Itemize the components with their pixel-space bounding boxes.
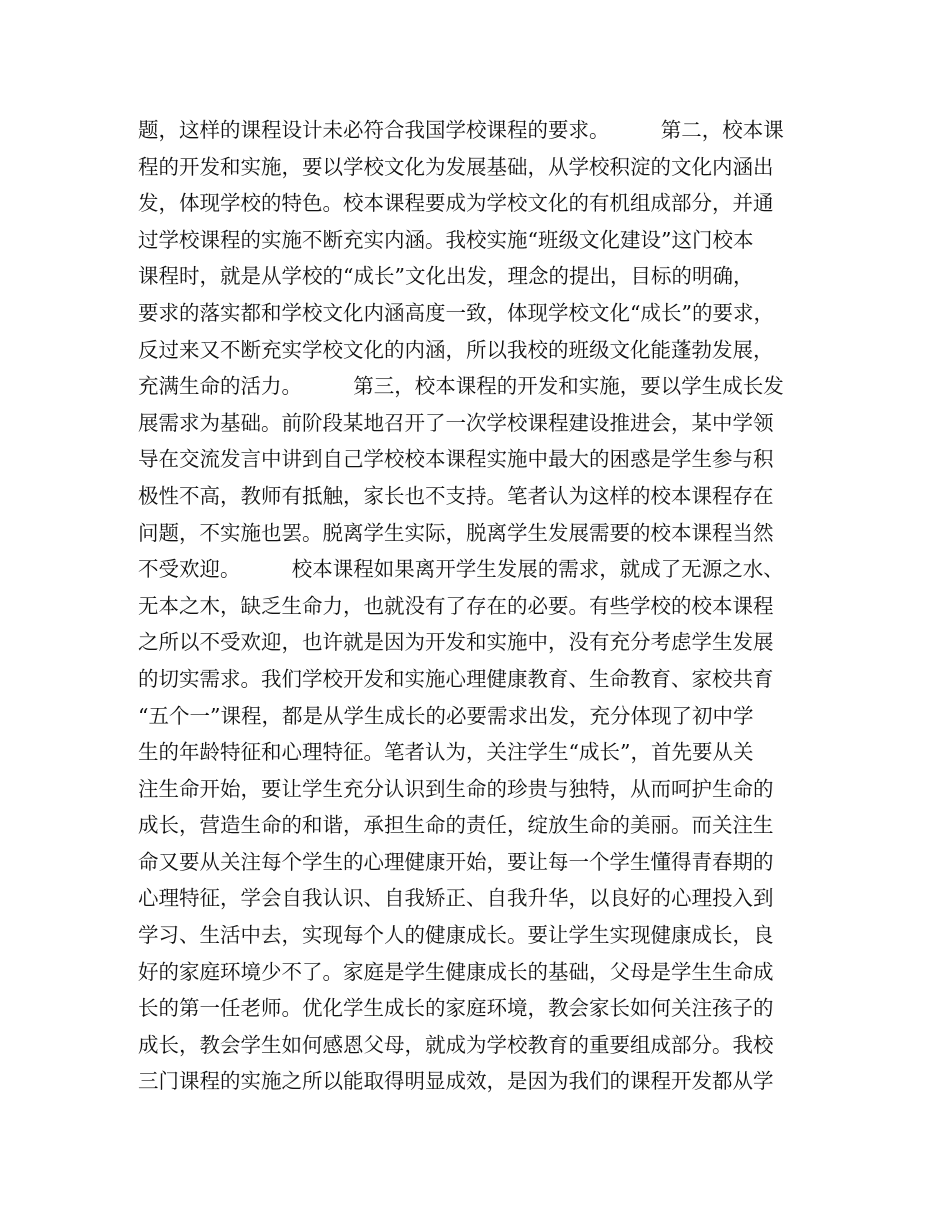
text-line: 成长，营造生命的和谐，承担生命的责任，绽放生命的美丽。而关注生 (138, 813, 774, 838)
text-line: 心理特征，学会自我认识、自我矫正、自我升华，以良好的心理投入到 (138, 886, 774, 911)
text-line: 要求的落实都和学校文化内涵高度一致，体现学校文化“成长”的要求， (138, 300, 774, 325)
text-line: 命又要从关注每个学生的心理健康开始，要让每一个学生懂得青春期的 (138, 849, 774, 874)
text-line: 不受欢迎。 校本课程如果离开学生发展的需求，就成了无源之水、 (138, 557, 784, 582)
text-line: 生的年龄特征和心理特征。笔者认为，关注学生“成长”，首先要从关 (138, 740, 754, 765)
text-line: 反过来又不断充实学校文化的内涵，所以我校的班级文化能蓬勃发展， (138, 337, 774, 362)
text-line: 极性不高，教师有抵触，家长也不支持。笔者认为这样的校本课程存在 (138, 483, 774, 508)
text-line: 导在交流发言中讲到自己学校校本课程实施中最大的困惑是学生参与积 (138, 447, 774, 472)
text-line: 长的第一任老师。优化学生成长的家庭环境，教会家长如何关注孩子的 (138, 996, 774, 1021)
text-line: 程的开发和实施，要以学校文化为发展基础，从学校积淀的文化内涵出 (138, 154, 774, 179)
text-line: 充满生命的活力。 第三，校本课程的开发和实施，要以学生成长发 (138, 374, 784, 399)
text-line: 三门课程的实施之所以能取得明显成效，是因为我们的课程开发都从学 (138, 1069, 774, 1094)
text-line: 问题，不实施也罢。脱离学生实际，脱离学生发展需要的校本课程当然 (138, 520, 774, 545)
text-line: 展需求为基础。前阶段某地召开了一次学校课程建设推进会，某中学领 (138, 410, 774, 435)
body-text (138, 112, 828, 1100)
text-line: 课程时，就是从学校的“成长”文化出发，理念的提出，目标的明确， (138, 264, 754, 289)
text-line: 发，体现学校的特色。校本课程要成为学校文化的有机组成部分，并通 (138, 191, 774, 216)
text-line: 题，这样的课程设计未必符合我国学校课程的要求。 第二，校本课 (138, 118, 784, 142)
text-line: 好的家庭环境少不了。家庭是学生健康成长的基础，父母是学生生命成 (138, 959, 774, 984)
text-line: 过学校课程的实施不断充实内涵。我校实施“班级文化建设”这门校本 (138, 227, 754, 252)
text-line: 无本之木，缺乏生命力，也就没有了存在的必要。有些学校的校本课程 (138, 593, 774, 618)
text-line: 注生命开始，要让学生充分认识到生命的珍贵与独特，从而呵护生命的 (138, 776, 774, 801)
text-line: 成长，教会学生如何感恩父母，就成为学校教育的重要组成部分。我校 (138, 1032, 774, 1057)
text-line: 的切实需求。我们学校开发和实施心理健康教育、生命教育、家校共育 (138, 666, 774, 691)
text-line: 之所以不受欢迎，也许就是因为开发和实施中，没有充分考虑学生发展 (138, 630, 774, 655)
text-line: 学习、生活中去，实现每个人的健康成长。要让学生实现健康成长，良 (138, 923, 774, 948)
text-line: “五个一”课程，都是从学生成长的必要需求出发，充分体现了初中学 (138, 703, 754, 728)
